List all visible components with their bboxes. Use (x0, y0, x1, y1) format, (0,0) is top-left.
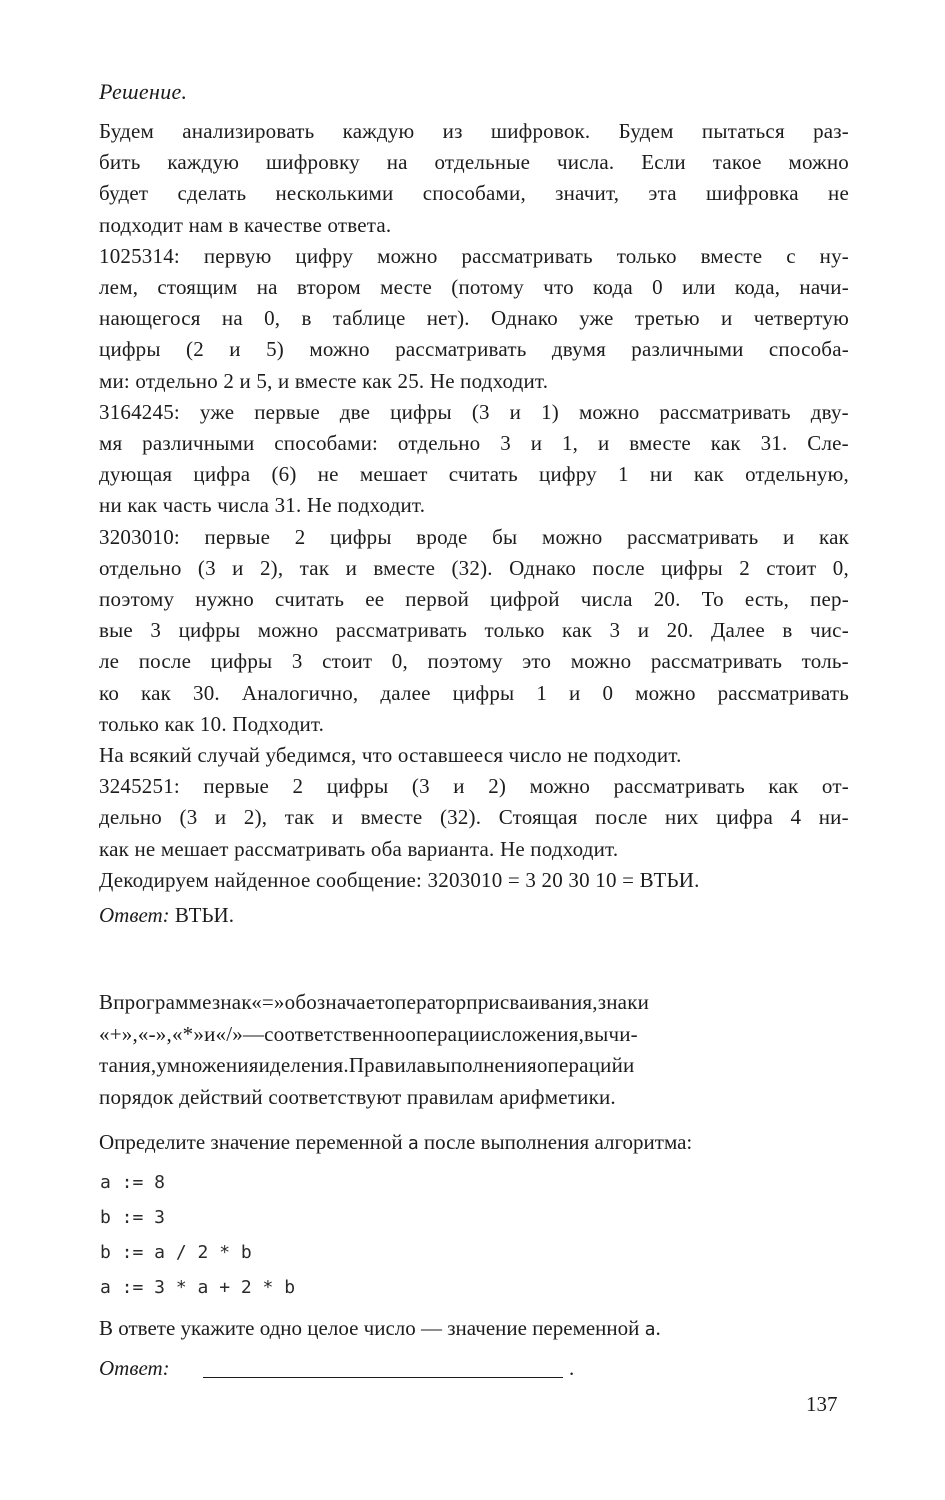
text-line: 3203010: первые 2 цифры вроде бы можно рассматривать и как (99, 524, 849, 549)
answer-label: Ответ: (99, 1356, 170, 1381)
text-line: вые 3 цифры можно рассматривать только как 3 и 20. Далее в чис- (99, 618, 849, 643)
code-line: b := 3 (100, 1207, 166, 1229)
text-line: ле после цифры 3 стоит 0, поэтому это можно рассматривать толь- (99, 649, 849, 674)
text-line: подходит нам в качестве ответа. (99, 212, 392, 237)
solution-paragraph (99, 522, 849, 740)
text-line: ми: отдельно 2 и 5, и вместе как 25. Не подходит. (99, 368, 549, 393)
task-block (99, 987, 849, 1384)
text-line: ни как часть числа 31. Не подходит. (99, 493, 426, 518)
task-answer (99, 1353, 849, 1384)
answer-label: Ответ: (99, 903, 170, 928)
text-line: 1025314: первую цифру можно рассматривать только вместе с ну- (99, 243, 849, 268)
question-variable: a (407, 1133, 419, 1155)
question-tail: после выполнения алгоритма: (418, 1130, 693, 1155)
instruction-text: В ответе укажите одно целое число — значение переменной (99, 1316, 645, 1341)
text-line: отдельно (3 и 2), так и вместе (32). Однако после цифры 2 стоит 0, (99, 555, 849, 580)
text-line: ко как 30. Аналогично, далее цифры 1 и 0 можно рассматривать (99, 680, 849, 705)
page-number: 137 (806, 1392, 838, 1416)
solution-paragraph (99, 116, 849, 241)
code-line: a := 8 (100, 1172, 166, 1194)
text-line: будет сделать несколькими способами, значит, эта шифровка не (99, 181, 849, 206)
text-line: цифры (2 и 5) можно рассматривать двумя различными способа- (99, 337, 849, 362)
text-line: лем, стоящим на втором месте (потому что кода 0 или кода, начи- (99, 275, 849, 300)
instruction-variable: a (644, 1319, 656, 1341)
solution-paragraph (99, 241, 849, 397)
task-instruction (99, 1313, 849, 1345)
solution-paragraph (99, 865, 849, 896)
text-line: На всякий случай убедимся, что оставшееся число не подходит. (99, 743, 682, 768)
text-line: порядок действий соответствуют правилам арифметики. (99, 1084, 616, 1109)
text-line: «+»,«-»,«*»и«/»—соответственнооперациисложения,вычи- (99, 1021, 638, 1046)
text-line: только как 10. Подходит. (99, 711, 325, 736)
task-intro (99, 987, 849, 1113)
text-line: Декодируем найденное сообщение: 3203010 = 3 20 30 10 = ВТЬИ. (99, 867, 700, 892)
text-line: нающегося на 0, в таблице нет). Однако уже третью и четвертую (99, 306, 849, 331)
page (99, 78, 849, 1384)
text-line: 3245251: первые 2 цифры (3 и 2) можно рассматривать как от- (99, 774, 849, 799)
solution-body (99, 116, 849, 896)
text-line: мя различными способами: отдельно 3 и 1, и вместе как 31. Сле- (99, 431, 849, 456)
solution-answer (99, 900, 849, 931)
text-line: как не мешает рассматривать оба варианта. Не подходит. (99, 836, 619, 861)
text-line: 3164245: уже первые две цифры (3 и 1) можно рассматривать дву- (99, 399, 849, 424)
answer-blank-field[interactable] (203, 1377, 563, 1378)
question-text: Определите значение переменной (99, 1130, 408, 1155)
code-line: b := a / 2 * b (100, 1242, 252, 1264)
answer-dot: . (569, 1356, 575, 1381)
text-line: Будем анализировать каждую из шифровок. Будем пытаться раз- (99, 119, 849, 143)
text-line: Впрограммезнак«=»обозначаетоператорприсваивания,знаки (99, 990, 650, 1015)
instruction-tail: . (655, 1316, 661, 1341)
text-line: дующая цифра (6) не мешает считать цифру 1 ни как отдельную, (99, 462, 849, 487)
code-line: a := 3 * a + 2 * b (100, 1277, 296, 1299)
text-line: дельно (3 и 2), так и вместе (32). Стоящая после них цифра 4 ни- (99, 805, 849, 830)
text-line: бить каждую шифровку на отдельные числа. Если такое можно (99, 150, 849, 175)
text-line: тания,умноженияиделения.Правилавыполненияоперацийи (99, 1053, 635, 1078)
solution-paragraph (99, 740, 849, 771)
solution-heading: Решение. (99, 79, 188, 104)
task-question (99, 1127, 849, 1159)
solution-paragraph (99, 771, 849, 865)
solution-paragraph (99, 397, 849, 522)
answer-value: ВТЬИ. (169, 903, 234, 928)
text-line: поэтому нужно считать ее первой цифрой числа 20. То есть, пер- (99, 587, 849, 612)
code-block (100, 1165, 849, 1305)
